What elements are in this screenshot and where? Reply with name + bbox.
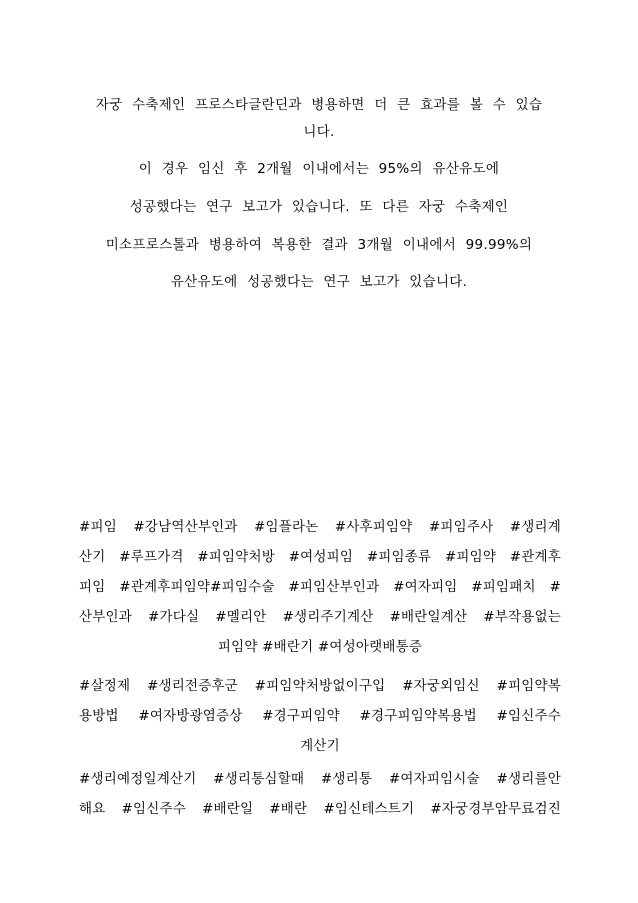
paragraph-line: 유산유도에 성공했다는 연구 보고가 있습니다. <box>170 274 468 290</box>
paragraph-line: 자궁 수축제인 프로스타글란딘과 병용하면 더 큰 효과를 볼 수 있습 <box>95 97 543 113</box>
paragraph-line: 니다. <box>303 124 335 140</box>
paragraph-line: 이 경우 임신 후 2개월 이내에서는 95%의 유산유도에 <box>138 161 500 177</box>
hashtag-line: 피임 #관계후피임약#피임수술 #피임산부인과 #여자피임 #피임패치 # <box>79 579 561 595</box>
hashtag-line: 계산기 <box>300 738 340 754</box>
hashtag-line: 산기 #루프가격 #피임약처방 #여성피임 #피임종류 #피임약 #관계후 <box>79 549 561 565</box>
hashtag-line: #피임 #강남역산부인과 #임플라논 #사후피임약 #피임주사 #생리계 <box>79 519 561 535</box>
hashtag-line: #생리예정일계산기 #생리통심할때 #생리통 #여자피임시술 #생리를안 <box>79 771 561 787</box>
hashtag-line: 피임약 #배란기 #여성아랫배통증 <box>217 639 423 655</box>
hashtag-line: #살정제 #생리전증후군 #피임약처방없이구입 #자궁외임신 #피임약복 <box>79 678 561 694</box>
paragraph-line: 미소프로스톨과 병용하여 복용한 결과 3개월 이내에서 99.99%의 <box>105 237 533 253</box>
hashtag-line: 용방법 #여자방광염증상 #경구피임약 #경구피임약복용법 #임신주수 <box>79 708 561 724</box>
hashtag-line: 해요 #임신주수 #배란일 #배란 #임신테스트기 #자궁경부암무료검진 <box>79 801 561 817</box>
paragraph-line: 성공했다는 연구 보고가 있습니다. 또 다른 자궁 수축제인 <box>129 199 509 215</box>
hashtag-line: 산부인과 #가다실 #멜리안 #생리주기계산 #배란일계산 #부작용없는 <box>79 609 561 625</box>
